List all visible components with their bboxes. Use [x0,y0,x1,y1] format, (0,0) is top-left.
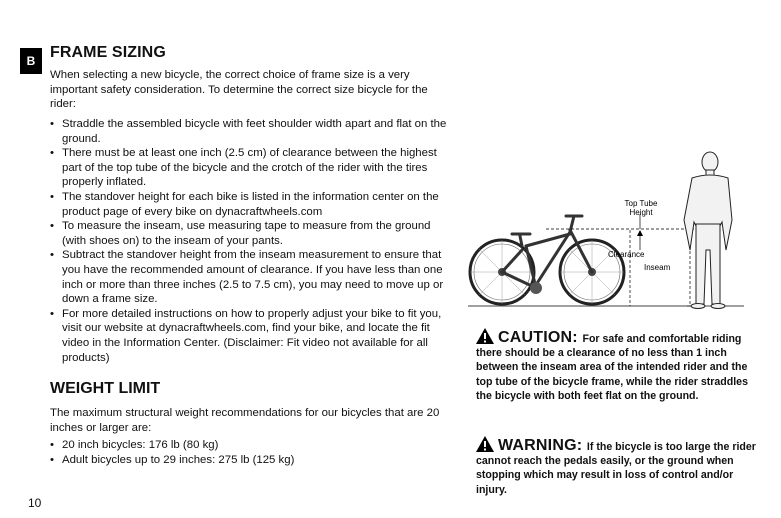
list-item: • 20 inch bicycles: 176 lb (80 kg) [50,438,450,453]
inseam-label: Inseam [644,263,671,272]
weight-limit-intro: The maximum structural weight recommendations for our bicycles that are 20 inches or larger are: [50,407,440,434]
warning-note [476,436,761,497]
frame-sizing-list [50,117,450,365]
warning-triangle-icon [476,328,494,344]
weight-limit-list [50,438,450,467]
clearance-label: Clearance [608,250,645,259]
list-item: • Straddle the assembled bicycle with feet shoulder width apart and flat on the ground. [50,117,450,146]
warning-triangle-icon [476,436,494,452]
list-item: • There must be at least one inch (2.5 cm) of clearance between the highest part of the top tube of the bicycle and the crotch of the rider with the tires properly inflated. [50,146,450,190]
clearance-arrow-icon [637,230,643,236]
list-item: • Subtract the standover height from the inseam measurement to ensure that you have the recommended amount of clearance. If you have less than one inch or more than three inches (2.5 to 7.5 cm), you may need to move up or down a frame size. [50,248,450,306]
top-tube-label: Top Tube [624,199,658,208]
page-number: 10 [28,496,42,510]
list-item: • Adult bicycles up to 29 inches: 275 lb (125 kg) [50,453,450,468]
warning-text: If the bicycle is too large the rider cannot reach the pedals easily, or the ground when stopping which may result in loss of control and/or injury. [476,441,756,496]
weight-limit-heading: WEIGHT LIMIT [50,380,161,397]
list-item: • The standover height for each bike is listed in the information center on the product page of every bike on dynacraftwheels.com [50,190,450,219]
chainring-icon [530,282,542,294]
list-item: • To measure the inseam, use measuring tape to measure from the ground (with shoes on) to the inseam of your pants. [50,219,450,248]
section-badge: B [20,48,42,74]
list-item: • For more detailed instructions on how to properly adjust your bike to fit you, visit our website at dynacraftwheels.com, find your bike, and locate the fit video in the Information Center. (Disclaimer: Fit video not available for all products) [50,307,450,365]
caution-note [476,328,761,403]
frame-sizing-heading: FRAME SIZING [50,44,166,61]
frame-size-diagram [464,150,764,312]
bicycle-frame-icon [502,216,592,288]
caution-heading: CAUTION: [476,329,582,346]
frame-sizing-intro: When selecting a new bicycle, the correct choice of frame size is a very important safety consideration. To determine the correct size bicycle for the rider: [50,69,428,111]
rider-silhouette-icon [684,152,732,309]
top-tube-label-2: Height [629,208,653,217]
caution-text: For safe and comfortable riding there should be a clearance of no less than 1 inch between the inseam area of the intended rider and the top tube of the bicycle frame, while the rider straddles the bicycle with both feet flat on the ground. [476,333,748,402]
warning-heading: WARNING: [476,437,587,454]
